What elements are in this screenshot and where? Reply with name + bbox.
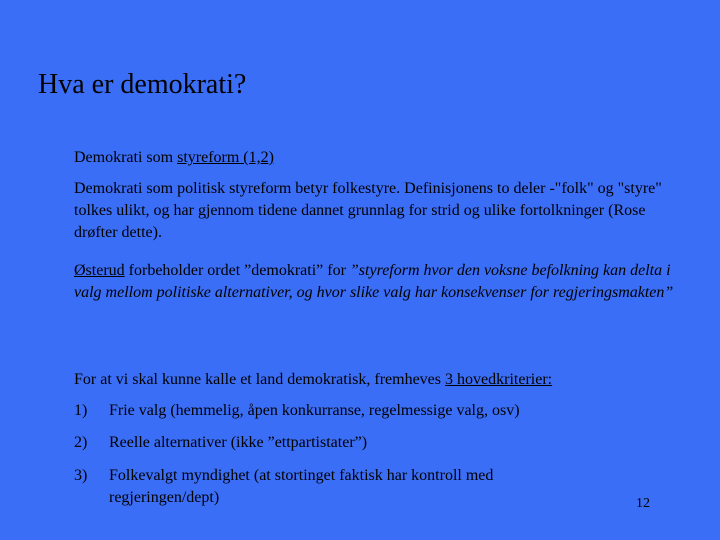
criteria-intro-text: For at vi skal kunne kalle et land demokratisk, fremheves	[74, 371, 446, 388]
criteria-intro	[74, 369, 674, 391]
list-number: 1)	[74, 402, 88, 419]
osterud-middle: forbeholder ordet ”demokrati” for	[124, 262, 350, 279]
list-text: Reelle alternativer (ikke ”ettpartistater”)	[109, 434, 368, 451]
list-text: Folkevalgt myndighet (at stortinget faktisk har kontroll med regjeringen/dept)	[109, 467, 494, 506]
section-heading	[74, 147, 674, 169]
osterud-quote: ”styreform hvor den voksne befolkning kan delta i valg mellom politiske alternativer, og hvor slike valg har konsekvenser for regjeringsmakten”	[74, 262, 674, 301]
list-text: Frie valg (hemmelig, åpen konkurranse, regelmessige valg, osv)	[109, 402, 520, 419]
heading-text: Demokrati som	[74, 149, 178, 166]
osterud-link[interactable]: Østerud	[74, 262, 125, 279]
osterud-paragraph	[74, 260, 674, 304]
styreform-link[interactable]: styreform (1,2)	[177, 149, 274, 166]
page-number: 12	[636, 496, 650, 511]
list-number: 2)	[74, 434, 88, 451]
criteria-link[interactable]: 3 hovedkriterier:	[445, 371, 553, 388]
definition-paragraph: Demokrati som politisk styreform betyr folkestyre. Definisjonens to deler -"folk" og "styre" tolkes ulikt, og har gjennom tidene dannet grunnlag for strid og ulike fortolkninger (Rose drøfter dette).	[74, 180, 662, 241]
slide-title: Hva er demokrati?	[38, 69, 247, 100]
list-number: 3)	[74, 467, 88, 484]
